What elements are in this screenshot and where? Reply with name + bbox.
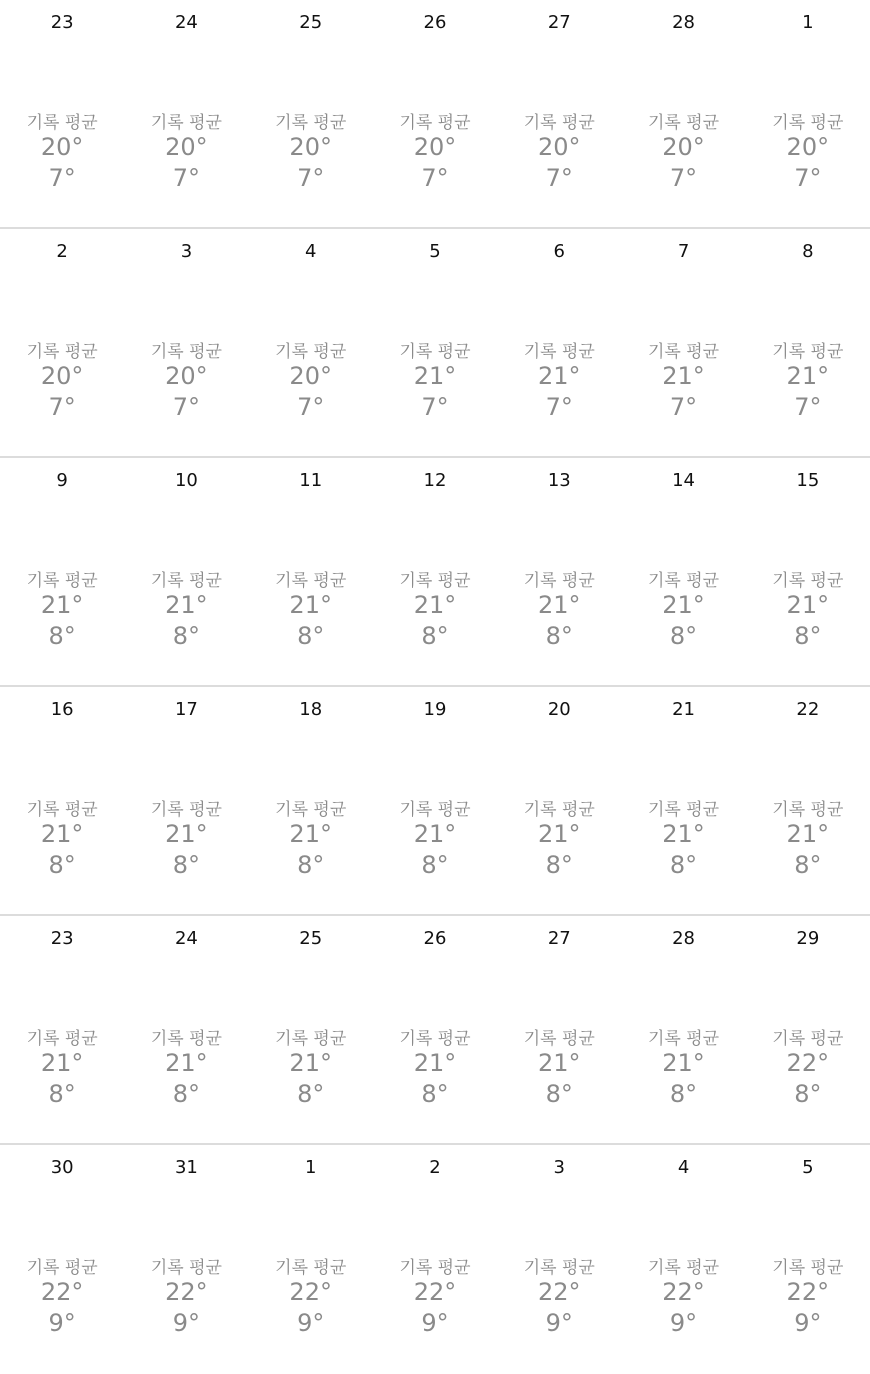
day-number: 20 [547,699,571,720]
day-number: 27 [547,12,571,33]
calendar-day-cell[interactable] [621,916,745,1143]
historical-average-label: 기록 평균 [275,342,347,362]
calendar-day-cell[interactable] [497,0,621,227]
historical-average-label: 기록 평균 [150,113,222,133]
calendar-day-cell[interactable] [373,916,497,1143]
average-low-temp: 8° [172,1080,201,1108]
average-high-temp: 21° [40,591,84,619]
day-number: 9 [56,470,68,491]
historical-average-label: 기록 평균 [523,1029,595,1049]
average-low-temp: 8° [48,622,76,650]
average-high-temp: 21° [289,591,332,619]
day-number: 6 [553,241,565,262]
calendar-day-cell[interactable] [373,458,497,685]
average-low-temp: 7° [794,164,822,192]
calendar-day-cell[interactable] [621,0,745,227]
historical-average-label: 기록 평균 [523,113,595,133]
day-number: 4 [677,1157,690,1178]
average-high-temp: 21° [786,820,830,848]
average-low-temp: 7° [297,393,325,421]
historical-average-label: 기록 평균 [275,113,347,133]
day-number: 13 [547,470,571,491]
calendar-day-cell[interactable] [124,687,248,914]
average-low-temp: 7° [421,393,449,421]
calendar-day-cell[interactable] [621,229,745,456]
average-high-temp: 21° [165,820,208,848]
day-number: 3 [180,241,193,262]
historical-average-label: 기록 평균 [399,1029,471,1049]
average-low-temp: 7° [297,164,325,192]
average-high-temp: 20° [289,362,332,390]
calendar-day-cell[interactable] [249,229,373,456]
day-number: 14 [672,470,695,491]
historical-average-label: 기록 평균 [648,1258,720,1278]
day-number: 31 [174,1157,198,1178]
average-low-temp: 8° [669,1080,698,1108]
average-high-temp: 21° [413,1049,457,1077]
calendar-day-cell[interactable] [0,229,124,456]
average-low-temp: 9° [545,1309,573,1337]
day-number: 24 [174,928,198,949]
calendar-week-row [0,687,870,916]
average-high-temp: 22° [786,1278,830,1306]
historical-average-label: 기록 평균 [399,113,471,133]
day-number: 25 [299,928,323,949]
day-number: 2 [56,241,68,262]
average-low-temp: 7° [48,164,76,192]
historical-average-label: 기록 평균 [275,800,347,820]
historical-average-label: 기록 평균 [150,1258,222,1278]
average-high-temp: 21° [537,362,581,390]
calendar-day-cell[interactable] [0,916,124,1143]
historical-average-label: 기록 평균 [150,571,222,591]
calendar-week-row [0,1145,870,1374]
day-number: 29 [796,928,820,949]
calendar-day-cell[interactable] [746,0,870,227]
day-number: 1 [304,1157,317,1178]
calendar-day-cell[interactable] [124,916,248,1143]
average-high-temp: 22° [289,1278,332,1306]
day-number: 17 [174,699,198,720]
average-low-temp: 8° [794,1080,822,1108]
average-low-temp: 7° [545,164,573,192]
calendar-day-cell[interactable] [0,0,124,227]
calendar-day-cell[interactable] [373,229,497,456]
calendar-day-cell[interactable] [124,458,248,685]
average-low-temp: 8° [421,622,449,650]
historical-average-label: 기록 평균 [26,571,98,591]
calendar-day-cell[interactable] [249,458,373,685]
average-low-temp: 7° [172,164,201,192]
calendar-day-cell[interactable] [249,0,373,227]
calendar-day-cell[interactable] [497,458,621,685]
average-high-temp: 21° [662,591,705,619]
day-number: 5 [429,241,441,262]
calendar-day-cell[interactable] [746,229,870,456]
calendar-day-cell[interactable] [124,229,248,456]
calendar-day-cell[interactable] [249,687,373,914]
average-high-temp: 20° [413,133,457,161]
average-high-temp: 21° [289,1049,332,1077]
calendar-day-cell[interactable] [373,1145,497,1374]
day-number: 28 [672,12,695,33]
average-high-temp: 21° [662,362,705,390]
calendar-day-cell[interactable] [0,1145,124,1374]
calendar-day-cell[interactable] [746,458,870,685]
average-low-temp: 9° [172,1309,201,1337]
day-number: 21 [672,699,695,720]
day-number: 27 [547,928,571,949]
average-low-temp: 9° [421,1309,449,1337]
historical-average-label: 기록 평균 [772,1258,844,1278]
average-low-temp: 8° [297,851,325,879]
average-high-temp: 20° [289,133,332,161]
average-low-temp: 8° [48,1080,76,1108]
historical-average-label: 기록 평균 [150,800,222,820]
day-number: 22 [796,699,820,720]
historical-average-label: 기록 평균 [523,571,595,591]
average-high-temp: 21° [413,362,457,390]
calendar-day-cell[interactable] [373,0,497,227]
average-low-temp: 9° [794,1309,822,1337]
average-low-temp: 9° [48,1309,76,1337]
historical-average-label: 기록 평균 [772,1029,844,1049]
historical-average-label: 기록 평균 [772,800,844,820]
calendar-day-cell[interactable] [746,1145,870,1374]
average-high-temp: 21° [413,820,457,848]
calendar-day-cell[interactable] [497,1145,621,1374]
day-number: 4 [304,241,317,262]
calendar-day-cell[interactable] [621,687,745,914]
historical-average-label: 기록 평균 [275,571,347,591]
average-high-temp: 22° [40,1278,84,1306]
average-low-temp: 8° [545,622,573,650]
day-number: 5 [802,1157,814,1178]
calendar-day-cell[interactable] [497,687,621,914]
day-number: 3 [553,1157,565,1178]
average-low-temp: 8° [297,1080,325,1108]
average-high-temp: 21° [786,591,830,619]
average-high-temp: 22° [662,1278,705,1306]
average-low-temp: 8° [421,851,449,879]
historical-average-label: 기록 평균 [150,342,222,362]
day-number: 7 [677,241,690,262]
average-low-temp: 7° [669,164,698,192]
average-low-temp: 8° [48,851,76,879]
historical-average-label: 기록 평균 [523,1258,595,1278]
average-high-temp: 20° [165,133,208,161]
day-number: 30 [50,1157,74,1178]
day-number: 11 [299,470,323,491]
historical-average-label: 기록 평균 [150,1029,222,1049]
average-low-temp: 8° [172,622,201,650]
average-high-temp: 21° [537,1049,581,1077]
day-number: 2 [429,1157,441,1178]
calendar-week-row [0,916,870,1145]
calendar-week-row [0,229,870,458]
historical-average-label: 기록 평균 [399,1258,471,1278]
historical-average-label: 기록 평균 [26,342,98,362]
average-high-temp: 21° [40,820,84,848]
average-high-temp: 21° [537,591,581,619]
average-high-temp: 20° [786,133,830,161]
day-number: 26 [423,12,447,33]
average-high-temp: 21° [289,820,332,848]
historical-average-label: 기록 평균 [523,342,595,362]
calendar-day-cell[interactable] [621,458,745,685]
day-number: 1 [802,12,814,33]
day-number: 12 [423,470,447,491]
historical-average-label: 기록 평균 [26,800,98,820]
historical-average-label: 기록 평균 [772,571,844,591]
average-high-temp: 21° [165,1049,208,1077]
calendar-day-cell[interactable] [746,687,870,914]
calendar-day-cell[interactable] [249,1145,373,1374]
day-number: 23 [50,928,74,949]
historical-average-label: 기록 평균 [275,1029,347,1049]
calendar-day-cell[interactable] [497,229,621,456]
historical-average-label: 기록 평균 [772,113,844,133]
historical-average-label: 기록 평균 [648,571,720,591]
average-high-temp: 21° [537,820,581,848]
average-low-temp: 8° [545,1080,573,1108]
day-number: 18 [299,699,323,720]
average-low-temp: 8° [545,851,573,879]
historical-average-label: 기록 평균 [648,113,720,133]
calendar-week-row [0,458,870,687]
average-low-temp: 8° [794,851,822,879]
calendar-day-cell[interactable] [249,916,373,1143]
calendar-week-row [0,0,870,229]
average-low-temp: 8° [794,622,822,650]
historical-average-label: 기록 평균 [772,342,844,362]
average-high-temp: 22° [413,1278,457,1306]
historical-average-label: 기록 평균 [26,1029,98,1049]
historical-average-label: 기록 평균 [648,800,720,820]
average-low-temp: 8° [669,851,698,879]
historical-average-label: 기록 평균 [523,800,595,820]
calendar-day-cell[interactable] [746,916,870,1143]
average-high-temp: 21° [40,1049,84,1077]
average-high-temp: 20° [537,133,581,161]
day-number: 26 [423,928,447,949]
calendar-day-cell[interactable] [124,1145,248,1374]
historical-average-label: 기록 평균 [275,1258,347,1278]
average-high-temp: 21° [165,591,208,619]
historical-average-label: 기록 평균 [26,113,98,133]
historical-average-label: 기록 평균 [648,342,720,362]
average-low-temp: 8° [421,1080,449,1108]
average-high-temp: 22° [165,1278,208,1306]
average-high-temp: 20° [40,362,84,390]
historical-average-label: 기록 평균 [399,342,471,362]
day-number: 15 [796,470,820,491]
average-high-temp: 20° [165,362,208,390]
calendar-day-cell[interactable] [0,458,124,685]
average-low-temp: 9° [669,1309,698,1337]
average-high-temp: 21° [662,820,705,848]
calendar-day-cell[interactable] [0,687,124,914]
historical-average-label: 기록 평균 [399,571,471,591]
average-high-temp: 21° [413,591,457,619]
day-number: 16 [50,699,74,720]
average-high-temp: 20° [662,133,705,161]
average-high-temp: 22° [537,1278,581,1306]
calendar-day-cell[interactable] [124,0,248,227]
average-high-temp: 21° [786,362,830,390]
average-low-temp: 8° [172,851,201,879]
day-number: 28 [672,928,695,949]
average-low-temp: 7° [669,393,698,421]
day-number: 25 [299,12,323,33]
calendar-day-cell[interactable] [373,687,497,914]
calendar-day-cell[interactable] [621,1145,745,1374]
historical-average-label: 기록 평균 [399,800,471,820]
average-low-temp: 7° [172,393,201,421]
average-low-temp: 7° [48,393,76,421]
day-number: 19 [423,699,447,720]
day-number: 23 [50,12,74,33]
average-high-temp: 21° [662,1049,705,1077]
average-low-temp: 8° [297,622,325,650]
average-low-temp: 8° [669,622,698,650]
calendar-day-cell[interactable] [497,916,621,1143]
day-number: 10 [174,470,198,491]
historical-average-label: 기록 평균 [26,1258,98,1278]
average-low-temp: 7° [794,393,822,421]
average-low-temp: 7° [421,164,449,192]
day-number: 8 [802,241,814,262]
average-low-temp: 9° [297,1309,325,1337]
average-high-temp: 20° [40,133,84,161]
historical-average-label: 기록 평균 [648,1029,720,1049]
day-number: 24 [174,12,198,33]
average-high-temp: 22° [786,1049,830,1077]
average-low-temp: 7° [545,393,573,421]
